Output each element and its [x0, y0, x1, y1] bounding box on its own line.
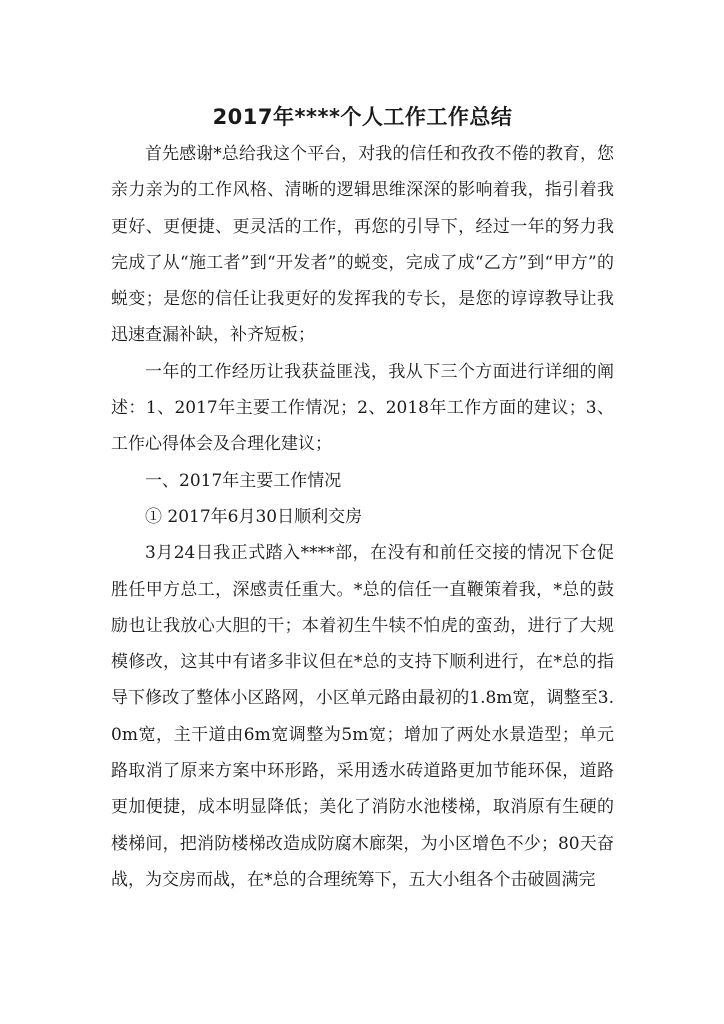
section-heading-1: 一、2017年主要工作情况: [145, 470, 342, 491]
subsection-heading-1: ① 2017年6月30日顺利交房: [145, 506, 363, 527]
document-page: [111, 96, 614, 898]
paragraph-intro: 首先感谢*总给我这个平台，对我的信任和孜孜不倦的教育，您亲力亲为的工作风格、清晰的逻辑思维深深的影响着我，指引着我更好、更便捷、更灵活的工作，再您的引导下，经过一年的努力我完成了从“施工者”到“开发者”的蜕变，完成了成“乙方”到“甲方”的蜕变；是您的信任让我更好的发挥我的专长，是您的谆谆教导让我迅速查漏补缺，补齐短板；: [111, 144, 614, 346]
paragraph-body: 3月24日我正式踏入****部，在没有和前任交接的情况下仓促胜任甲方总工，深感责任重大。*总的信任一直鞭策着我，*总的鼓励也让我放心大胆的干；本着初生牛犊不怕虎的蛮劲，进行了大规模修改，这其中有诸多非议但在*总的支持下顺利进行，在*总的指导下修改了整体小区路网，小区单元路由最初的1.8m宽，调整至3.0m宽，主干道由6m宽调整为5m宽；增加了两处水景造型；单元路取消了原来方案中环形路，采用透水砖道路更加节能环保，道路更加便捷，成本明显降低；美化了消防水池楼梯，取消原有生硬的楼梯间，把消防楼梯改造成防腐木廊架，为小区增色不少；80天奋战，为交房而战，在*总的合理统筹下，五大小组各个击破圆满完: [111, 543, 614, 890]
paragraph-overview: 一年的工作经历让我获益匪浅，我从下三个方面进行详细的阐述：1、2017年主要工作情况；2、2018年工作方面的建议；3、工作心得体会及合理化建议；: [111, 361, 614, 455]
document-title: 2017年****个人工作工作总结: [212, 105, 513, 129]
